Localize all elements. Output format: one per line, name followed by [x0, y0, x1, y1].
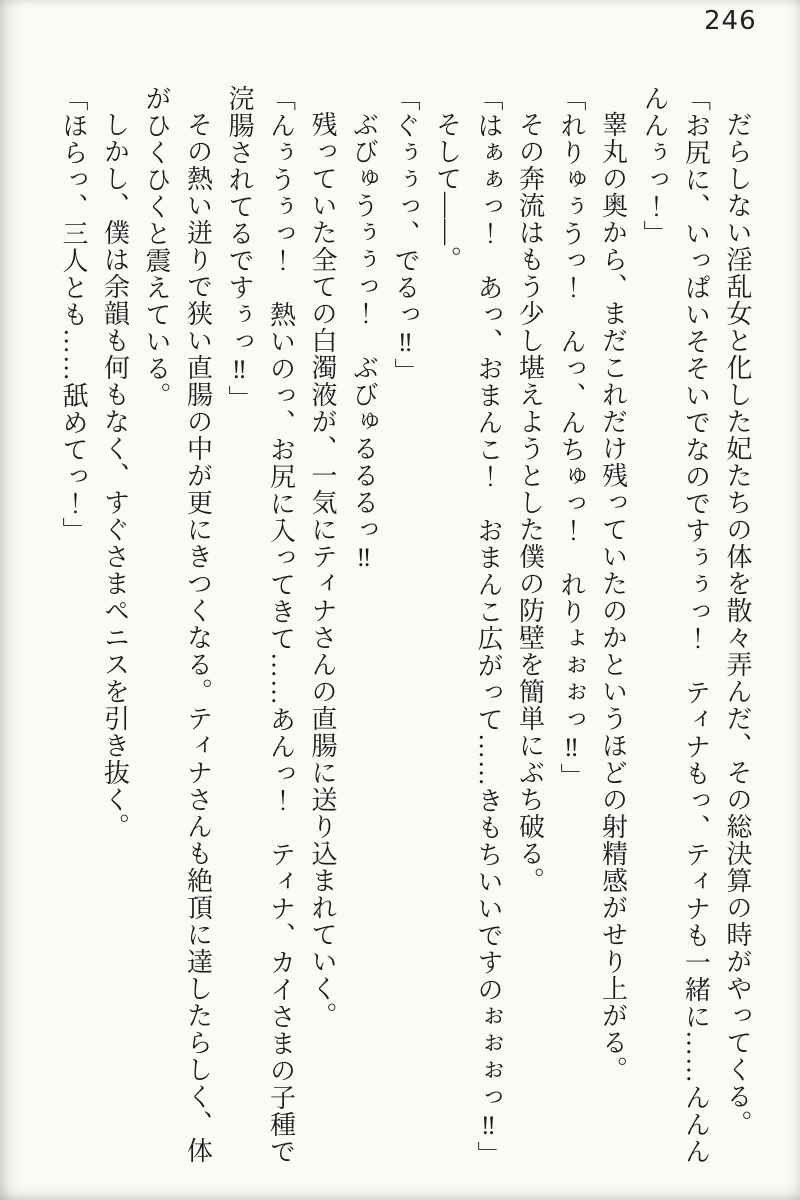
text-block: [53, 85, 759, 1169]
paragraph: その奔流はもう少し堪えようとした僕の防壁を簡単にぶち破る。: [515, 111, 545, 894]
paragraph: ぶびゅうぅぅっ！ ぶびゅるるるっ‼: [349, 111, 379, 573]
page-number: 246: [704, 6, 757, 36]
paragraph: 「はぁぁっ！ あっ、おまんこ！ おまんこ広がって……きもちいいですのぉぉぉっ‼」: [474, 85, 503, 1168]
paragraph: 睾丸の奥から、まだこれだけ残っていたのかというほどの射精感がせり上がる。: [598, 111, 628, 1083]
paragraph: 「れりゅぅうっ！ んっ、んちゅっ！ れりょぉぉっ‼」: [557, 85, 586, 790]
paragraph: その熱い迸りで狭い直腸の中が更にきつくなる。ティナさんも絶頂に達したらしく、体がひくひくと震えている。: [142, 85, 213, 1164]
paragraph: 「ほらっ、三人とも……舐めてっ！」: [59, 85, 88, 544]
paragraph: そして――。: [432, 111, 462, 273]
paragraph: 残っていた全ての白濁液が、一気にティナさんの直腸に送り込まれていく。: [308, 111, 337, 1029]
paragraph: 「んぅうぅっ！ 熱いのっ、お尻に入ってきて……あんっ！ ティナ、カイさまの子種で浣腸されてるですぅっ‼」: [225, 85, 296, 1165]
paragraph: 「お尻に、いっぱいそそいでなのですぅぅっ！ ティナもっ、ティナも一緒に……んんんんんぅっ！」: [640, 85, 711, 1165]
paragraph: だらしない淫乱女と化した妃たちの体を散々弄んだ、その総決算の時がやってくる。: [723, 111, 752, 1137]
paragraph: しかし、僕は余韻も何もなく、すぐさまペニスを引き抜く。: [100, 111, 130, 840]
paragraph: 「ぐぅぅっ、でるっ‼」: [391, 85, 420, 385]
